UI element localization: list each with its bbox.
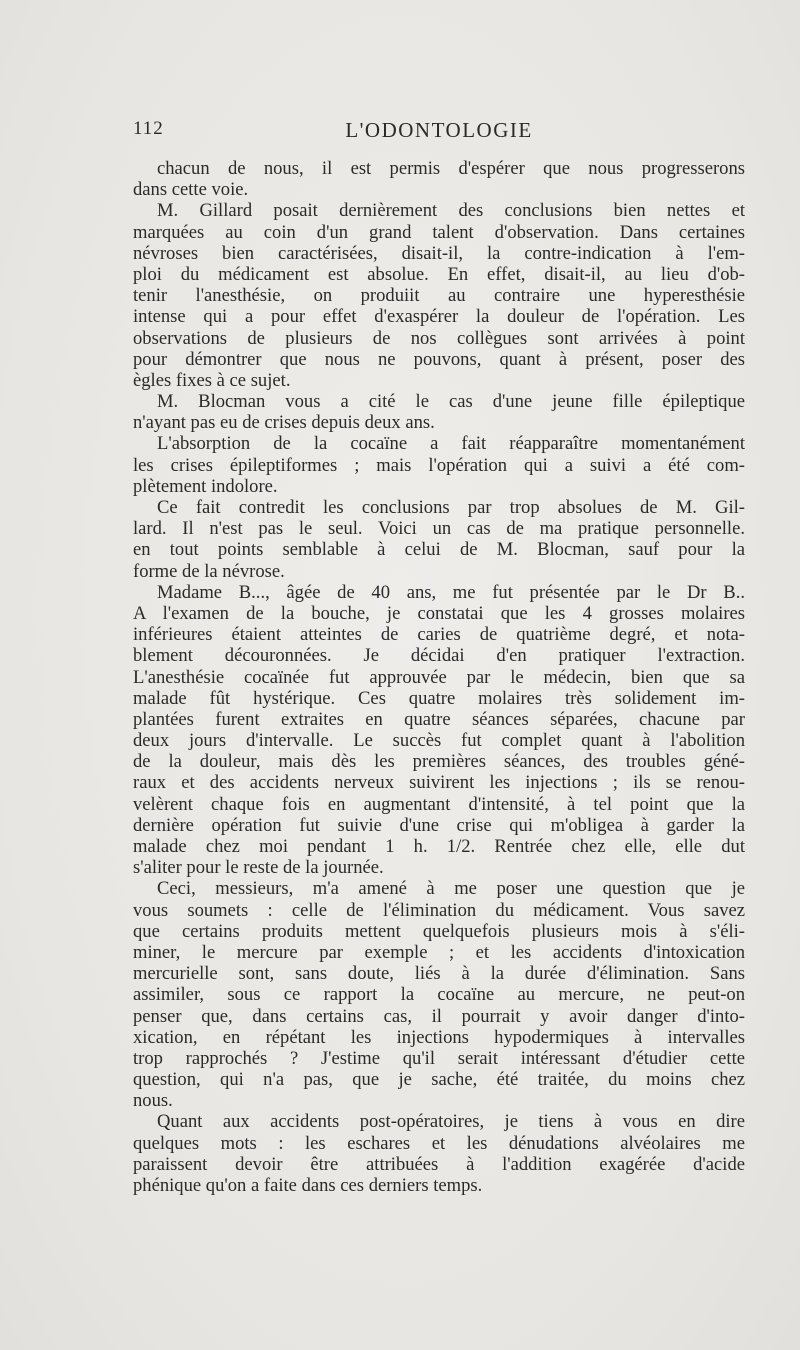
text-line: phénique qu'on a faite dans ces derniers temps. — [133, 1175, 483, 1196]
paragraph — [133, 582, 745, 879]
text-line: L'anesthésie cocaïnée fut approuvée par le médecin, bien que sa — [133, 666, 745, 688]
text-line: tenir l'anesthésie, on produiit au contraire une hyperesthésie — [133, 285, 745, 307]
paragraph — [133, 433, 745, 497]
text-line: miner, le mercure par exemple ; et les accidents d'intoxication — [133, 941, 745, 963]
text-line: plantées furent extraites en quatre séances séparées, chacune par — [133, 708, 745, 730]
text-line: nous. — [133, 1090, 173, 1112]
text-line: forme de la névrose. — [133, 560, 285, 582]
text-line: L'absorption de la cocaïne a fait réapparaître momentanément — [157, 433, 745, 455]
text-line: Quant aux accidents post-opératoires, je tiens à vous en dire — [157, 1111, 745, 1133]
text-line: intense qui a pour effet d'exaspérer la douleur de l'opération. Les — [133, 306, 745, 328]
text-line: blement découronnées. Je décidai d'en pratiquer l'extraction. — [133, 645, 745, 667]
text-line: mercurielle sont, sans doute, liés à la durée d'élimination. Sans — [133, 963, 745, 985]
paragraph — [133, 158, 745, 200]
page-number: 112 — [133, 118, 164, 139]
text-line: chacun de nous, il est permis d'espérer que nous progresserons — [157, 158, 745, 179]
text-line: vous soumets : celle de l'élimination du médicament. Vous savez — [133, 899, 745, 921]
text-line: que certains produits mettent quelquefois plusieurs mois à s'éli- — [133, 920, 745, 942]
text-line: ègles fixes à ce sujet. — [133, 369, 291, 391]
text-line: assimiler, sous ce rapport la cocaïne au mercure, ne peut-on — [133, 984, 745, 1006]
paragraph — [133, 391, 745, 433]
text-line: plètement indolore. — [133, 475, 278, 497]
text-line: M. Gillard posait dernièrement des conclusions bien nettes et — [157, 200, 745, 222]
running-title: L'ODONTOLOGIE — [345, 118, 533, 142]
page-header — [133, 118, 745, 150]
text-line: malade fût hystérique. Ces quatre molaires très solidement im- — [133, 687, 745, 709]
text-line: paraissent devoir être attribuées à l'addition exagérée d'acide — [133, 1153, 745, 1175]
text-line: lard. Il n'est pas le seul. Voici un cas de ma pratique personnelle. — [133, 518, 745, 540]
text-line: Ceci, messieurs, m'a amené à me poser une question que je — [157, 878, 745, 900]
text-line: velèrent chaque fois en augmentant d'intensité, à tel point que la — [133, 793, 745, 815]
text-line: Madame B..., âgée de 40 ans, me fut présentée par le Dr B.. — [157, 581, 745, 603]
text-line: question, qui n'a pas, que je sache, été traitée, du moins chez — [133, 1069, 745, 1091]
text-line: malade chez moi pendant 1 h. 1/2. Rentrée chez elle, elle dut — [133, 836, 745, 857]
text-line: trop rapprochés ? J'estime qu'il serait intéressant d'étudier cette — [133, 1047, 745, 1069]
body-text — [133, 158, 745, 1196]
text-line: de la douleur, mais dès les premières séances, des troubles géné- — [133, 751, 745, 773]
paragraph — [133, 497, 745, 582]
text-line: penser que, dans certains cas, il pourrait y avoir danger d'into- — [133, 1005, 745, 1027]
text-line: raux et des accidents nerveux suivirent les injections ; ils se renou- — [133, 772, 745, 794]
text-line: ploi du médicament est absolue. En effet, disait-il, au lieu d'ob- — [133, 263, 745, 285]
text-line: M. Blocman vous a cité le cas d'une jeune fille épileptique — [157, 391, 745, 413]
text-line: deux jours d'intervalle. Le succès fut complet quant à l'abolition — [133, 730, 745, 752]
text-line: quelques mots : les eschares et les dénudations alvéolaires me — [133, 1132, 745, 1154]
text-line: pour démontrer que nous ne pouvons, quant à présent, poser des — [133, 348, 745, 370]
text-line: xication, en répétant les injections hypodermiques à intervalles — [133, 1026, 745, 1048]
text-line: s'aliter pour le reste de la journée. — [133, 857, 384, 879]
text-line: Ce fait contredit les conclusions par trop absolues de M. Gil- — [157, 497, 745, 518]
paragraph — [133, 878, 745, 1111]
text-line: A l'examen de la bouche, je constatai que les 4 grosses molaires — [133, 602, 745, 624]
text-line: inférieures étaient atteintes de caries de quatrième degré, et nota- — [133, 624, 745, 646]
text-line: dernière opération fut suivie d'une crise qui m'obligea à garder la — [133, 814, 745, 836]
text-line: névroses bien caractérisées, disait-il, la contre-indication à l'em- — [133, 242, 745, 264]
paragraph — [133, 1111, 745, 1196]
text-line: observations de plusieurs de nos collègues sont arrivées à point — [133, 327, 745, 349]
text-line: n'ayant pas eu de crises depuis deux ans. — [133, 412, 435, 434]
text-line: en tout points semblable à celui de M. Blocman, sauf pour la — [133, 539, 745, 561]
text-line: dans cette voie. — [133, 179, 249, 201]
text-line: marquées au coin d'un grand talent d'observation. Dans certaines — [133, 221, 745, 243]
paragraph — [133, 200, 745, 391]
text-line: les crises épileptiformes ; mais l'opération qui a suivi a été com- — [133, 454, 745, 476]
